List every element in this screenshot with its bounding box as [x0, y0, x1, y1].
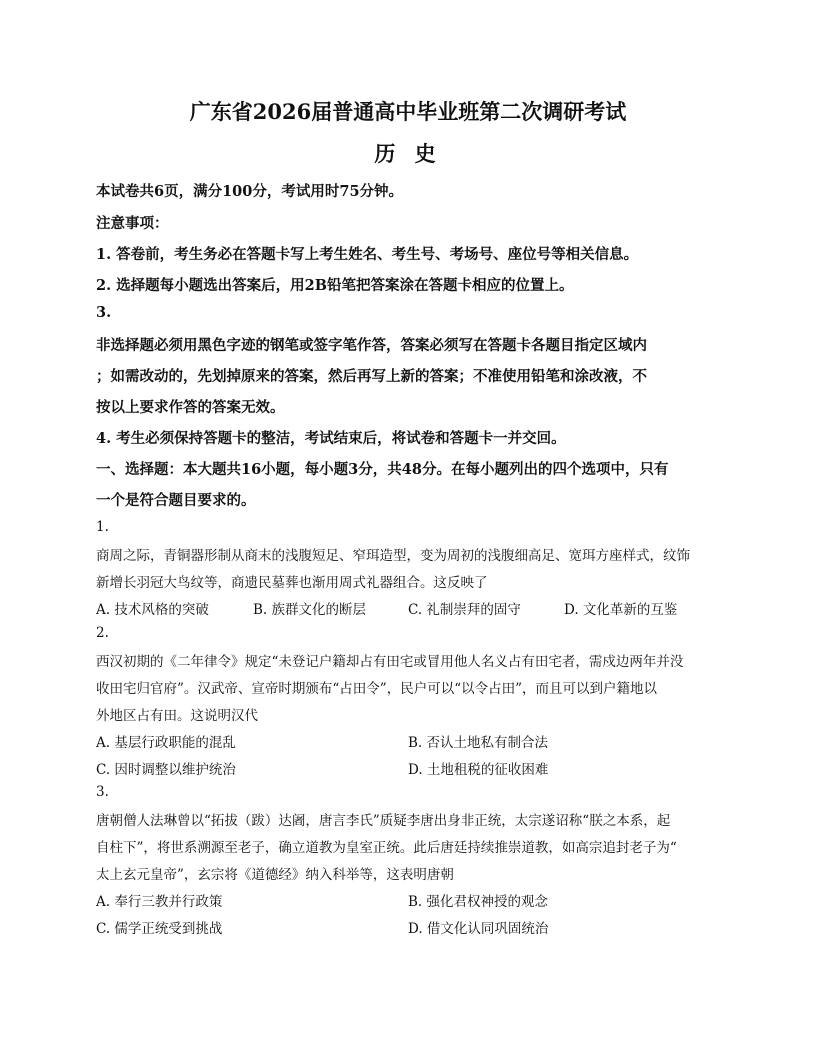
question-stem-line: 自柱下”，将世系溯源至老子，确立道教为皇室正统。此后唐廷持续推崇道教，如高宗追封老子为“: [96, 840, 677, 856]
option-c: C. 儒学正统受到挑战: [96, 921, 223, 937]
question-stem-line: 太上玄元皇帝”，玄宗将《道德经》纳入科举等，这表明唐朝: [96, 867, 454, 883]
option-d: D. 借文化认同巩固统治: [408, 921, 549, 937]
question-stem-line: 唐朝僧人法琳曾以“拓拔（跋）达阇，唐言李氏”质疑李唐出身非正统，太宗遂诏称“朕之本系，起: [96, 813, 671, 829]
option-b: B. 族群文化的断层: [253, 602, 367, 618]
option-d: D. 土地租税的征收困难: [408, 762, 549, 778]
notice-title: 注意事项：: [96, 215, 169, 232]
question-stem-line: 收田宅归官府”。汉武帝、宣帝时期颁布“占田令”，民户可以“以令占田”，而且可以到户籍地以: [96, 681, 658, 697]
section-heading: 一、选择题：本大题共16小题，每小题3分，共48分。在每小题列出的四个选项中，只有: [96, 461, 669, 478]
notice-item-4: 4. 考生必须保持答题卡的整洁，考试结束后，将试卷和答题卡一并交回。: [96, 430, 566, 447]
exam-intro: 本试卷共6页，满分100分，考试用时75分钟。: [96, 183, 404, 200]
notice-item-3-line: 非选择题必须用黑色字迹的钢笔或签字笔作答，答案必须写在答题卡各题目指定区域内: [96, 337, 647, 354]
notice-item-2: 2. 选择题每小题选出答案后，用2B铅笔把答案涂在答题卡相应的位置上。: [96, 277, 574, 294]
option-c: C. 礼制崇拜的固守: [408, 602, 521, 618]
option-a: A. 技术风格的突破: [96, 602, 209, 618]
subject-title: 历 史: [374, 141, 442, 166]
option-b: B. 否认土地私有制合法: [408, 735, 549, 751]
option-a: A. 基层行政职能的混乱: [96, 735, 236, 751]
question-number: 3.: [96, 784, 109, 800]
question-stem-line: 外地区占有田。这说明汉代: [96, 708, 258, 724]
exam-title: 广东省2026届普通高中毕业班第二次调研考试: [189, 99, 627, 124]
option-b: B. 强化君权神授的观念: [408, 894, 549, 910]
question-stem-line: 西汉初期的《二年律令》规定“未登记户籍却占有田宅或冒用他人名义占有田宅者，需戍边两年并没: [96, 654, 684, 670]
section-heading: 一个是符合题目要求的。: [96, 492, 256, 509]
option-d: D. 文化革新的互鉴: [564, 602, 678, 618]
notice-item-1: 1. 答卷前，考生务必在答题卡写上考生姓名、考生号、考场号、座位号等相关信息。: [96, 246, 639, 263]
question-stem-line: 新增长羽冠大鸟纹等，商遗民墓葬也渐用周式礼器组合。这反映了: [96, 575, 488, 591]
question-stem-line: 商周之际，青铜器形制从商末的浅腹短足、窄珥造型，变为周初的浅腹细高足、宽珥方座样式，纹饰: [96, 548, 690, 564]
notice-item-3-line: ；如需改动的，先划掉原来的答案，然后再写上新的答案；不准使用铅笔和涂改液，不: [96, 368, 647, 385]
question-number: 1.: [96, 519, 109, 535]
question-number: 2.: [96, 625, 109, 641]
notice-item-3-number: 3.: [96, 304, 112, 321]
option-a: A. 奉行三教并行政策: [96, 894, 223, 910]
notice-item-3-line: 按以上要求作答的答案无效。: [96, 399, 285, 416]
option-c: C. 因时调整以维护统治: [96, 762, 236, 778]
